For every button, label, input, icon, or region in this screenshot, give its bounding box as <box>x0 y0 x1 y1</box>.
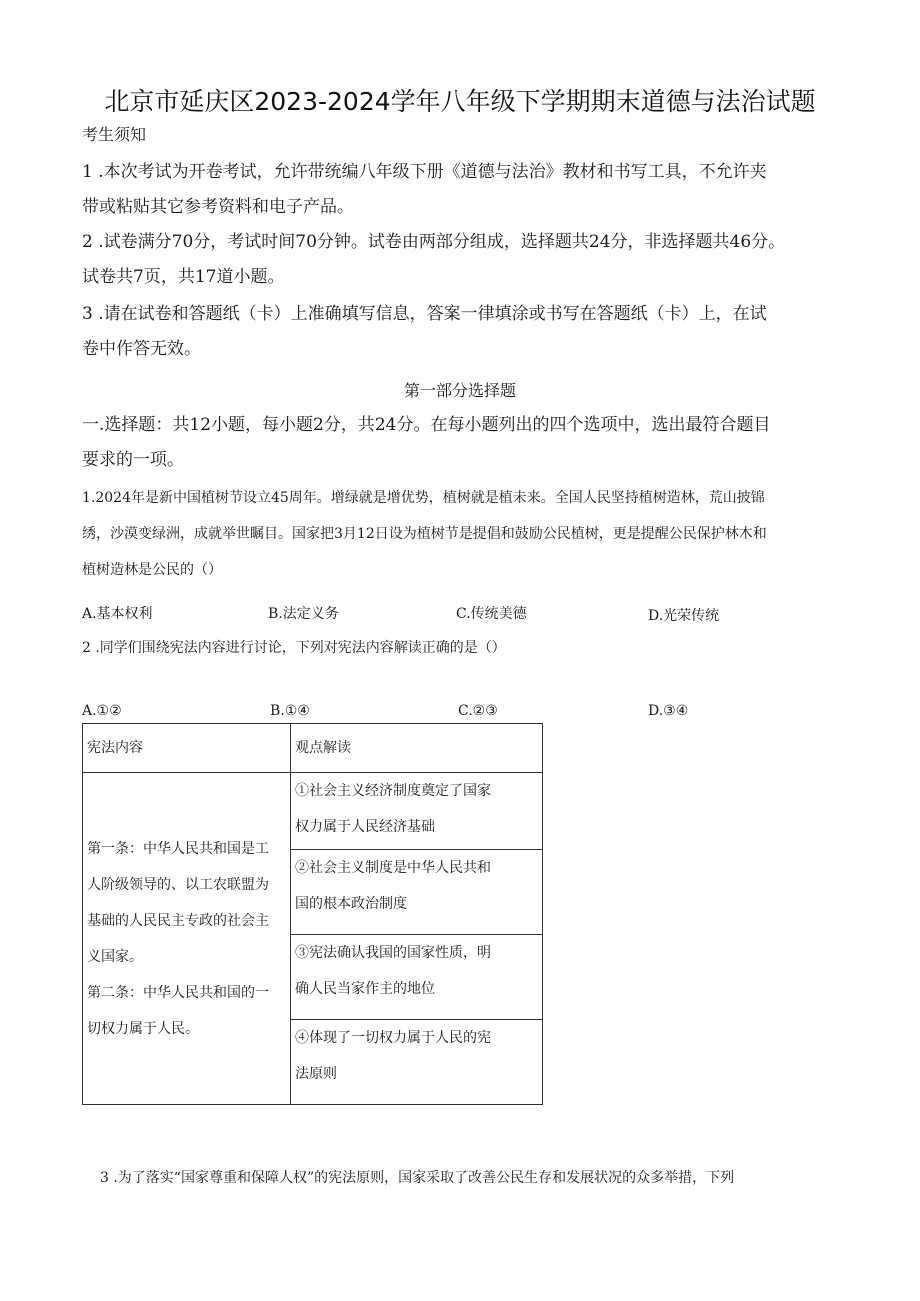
notice-line: 带或粘贴其它参考资料和电子产品。 <box>82 197 354 217</box>
viewpoint-line: 法原则 <box>295 1066 337 1082</box>
viewpoint-line: 确人民当家作主的地位 <box>295 981 435 997</box>
question-1-stem <box>82 480 842 588</box>
viewpoint-cell-3 <box>291 935 543 1020</box>
part-intro <box>82 408 842 478</box>
question-line: 1.2024年是新中国植树节设立45周年。增绿就是增优势，植树就是植未来。全国人民坚持植树造林，荒山披锦 <box>82 490 765 506</box>
notice-line: 试卷共7页，共17道小题。 <box>82 267 285 287</box>
notice-line: 卷中作答无效。 <box>82 339 201 359</box>
notice-item-1 <box>82 155 842 225</box>
q2-option-d: D.③④ <box>648 703 689 719</box>
viewpoint-line: ①社会主义经济制度奠定了国家 <box>295 783 491 799</box>
notice-line: 2 .试卷满分70分，考试时间70分钟。试卷由两部分组成，选择题共24分，非选择题共46分。 <box>82 232 786 252</box>
table-row <box>83 773 543 850</box>
table-header-row <box>83 724 543 773</box>
notice-item-3 <box>82 297 842 367</box>
constitution-line: 切权力属于人民。 <box>87 1020 199 1037</box>
q2-option-a: A.①② <box>82 703 122 719</box>
viewpoint-cell-4 <box>291 1020 543 1105</box>
viewpoint-line: ③宪法确认我国的国家性质，明 <box>295 945 491 961</box>
notice-heading: 考生须知 <box>82 125 147 144</box>
page-title: 北京市延庆区2023-2024学年八年级下学期期末道德与法治试题 <box>104 87 816 116</box>
part-intro-line: 要求的一项。 <box>82 450 184 470</box>
notice-line: 3 .请在试卷和答题纸（卡）上准确填写信息，答案一律填涂或书写在答题纸（卡）上，在试 <box>82 304 767 324</box>
constitution-line: 人阶级领导的、以工农联盟为 <box>87 876 269 893</box>
section-heading: 第一部分选择题 <box>403 381 516 400</box>
constitution-line: 第一条：中华人民共和国是工 <box>87 840 269 857</box>
table-header-right: 观点解读 <box>291 724 543 773</box>
notice-item-2 <box>82 225 842 295</box>
q2-option-b: B.①④ <box>270 703 310 719</box>
question-line: 绣，沙漠变绿洲，成就举世瞩目。国家把3月12日设为植树节是提倡和鼓励公民植树，更是提醒公民保护林木和 <box>82 526 767 542</box>
viewpoint-line: ②社会主义制度是中华人民共和 <box>295 860 491 876</box>
question-3-stem: 3 .为了落实“国家尊重和保障人权”的宪法原则，国家采取了改善公民生存和发展状况的众多举措，下列 <box>100 1170 735 1186</box>
q1-option-c: C.传统美德 <box>456 606 527 622</box>
question-2-stem: 2 .同学们围绕宪法内容进行讨论，下列对宪法内容解读正确的是（） <box>82 640 506 656</box>
q1-option-a: A.基本权利 <box>82 606 153 622</box>
constitution-table <box>82 723 543 1105</box>
viewpoint-line: ④体现了一切权力属于人民的宪 <box>295 1030 491 1046</box>
constitution-line: 基础的人民民主专政的社会主 <box>87 912 269 929</box>
q1-option-b: B.法定义务 <box>268 606 339 622</box>
notice-line: 1 .本次考试为开卷考试，允许带统编八年级下册《道德与法治》教材和书写工具，不允许夹 <box>82 162 767 182</box>
viewpoint-line: 国的根本政治制度 <box>295 896 407 912</box>
constitution-line: 第二条：中华人民共和国的一 <box>87 984 269 1001</box>
table-header-left: 宪法内容 <box>83 724 291 773</box>
viewpoint-line: 权力属于人民经济基础 <box>295 819 435 835</box>
q1-option-d: D.光荣传统 <box>648 608 720 624</box>
q2-option-c: C.②③ <box>458 703 498 719</box>
question-line: 植树造林是公民的（） <box>82 562 222 578</box>
viewpoint-cell-1 <box>291 773 543 850</box>
viewpoint-cell-2 <box>291 850 543 935</box>
part-intro-line: 一.选择题：共12小题，每小题2分，共24分。在每小题列出的四个选项中，选出最符合题目 <box>82 415 771 435</box>
constitution-line: 义国家。 <box>87 948 143 965</box>
constitution-content-cell <box>83 773 291 1105</box>
